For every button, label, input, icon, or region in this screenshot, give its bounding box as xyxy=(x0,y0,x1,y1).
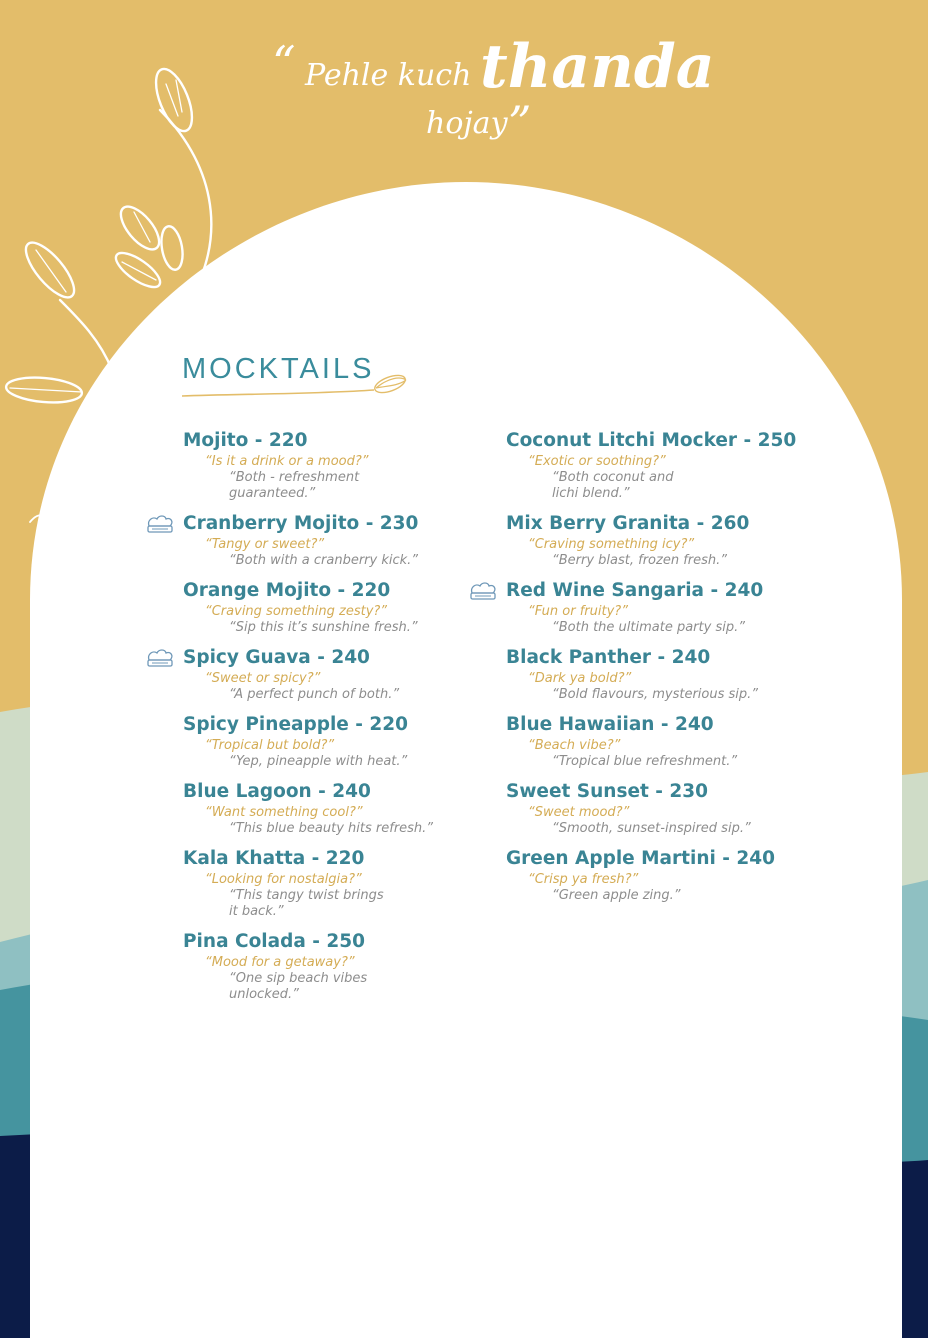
item-answer: “Tropical blue refreshment.” xyxy=(552,754,738,769)
item-answer: “Sip this it’s sunshine fresh.” xyxy=(229,620,418,635)
item-name: Spicy Pineapple - 220 xyxy=(183,714,409,735)
item-answer: “One sip beach vibes unlocked.” xyxy=(229,971,368,1002)
menu-column-right xyxy=(506,428,826,913)
item-answer: “Smooth, sunset-inspired sip.” xyxy=(552,821,751,836)
menu-item xyxy=(183,929,503,1012)
item-answer: “A perfect punch of both.” xyxy=(229,687,400,702)
item-question: “Beach vibe?” xyxy=(528,738,621,753)
item-question: “Exotic or soothing?” xyxy=(528,454,666,469)
menu-item xyxy=(183,511,503,578)
menu-item xyxy=(506,645,826,712)
item-question: “Sweet mood?” xyxy=(528,805,630,820)
item-name: Pina Colada - 250 xyxy=(183,931,366,952)
item-answer: “Bold flavours, mysterious sip.” xyxy=(552,687,759,702)
item-answer: “Green apple zing.” xyxy=(552,888,681,903)
item-answer: “Berry blast, frozen fresh.” xyxy=(552,553,727,568)
item-question: “Tropical but bold?” xyxy=(205,738,335,753)
item-name: Black Panther - 240 xyxy=(506,647,711,668)
menu-item xyxy=(183,712,503,779)
item-name: Kala Khatta - 220 xyxy=(183,848,365,869)
item-name: Orange Mojito - 220 xyxy=(183,580,391,601)
item-question: “Sweet or spicy?” xyxy=(205,671,321,686)
item-name: Mix Berry Granita - 260 xyxy=(506,513,750,534)
item-name: Blue Lagoon - 240 xyxy=(183,781,371,802)
tagline-pehle-kuch: Pehle kuch xyxy=(305,58,472,93)
item-question: “Crisp ya fresh?” xyxy=(528,872,639,887)
item-name: Green Apple Martini - 240 xyxy=(506,848,776,869)
item-question: “Is it a drink or a mood?” xyxy=(205,454,369,469)
chef-special-icon xyxy=(145,514,175,534)
menu-item xyxy=(183,428,503,511)
menu-item xyxy=(506,578,826,645)
tagline-close-quote: ” xyxy=(508,96,532,150)
item-answer: “Both with a cranberry kick.” xyxy=(229,553,419,568)
tagline-thanda: thanda xyxy=(480,32,715,102)
tagline-open-quote: “ xyxy=(272,36,296,90)
item-question: “Mood for a getaway?” xyxy=(205,955,355,970)
item-question: “Dark ya bold?” xyxy=(528,671,632,686)
item-answer: “Both - refreshment guaranteed.” xyxy=(229,470,360,501)
item-question: “Fun or fruity?” xyxy=(528,604,628,619)
item-question: “Tangy or sweet?” xyxy=(205,537,325,552)
menu-item xyxy=(506,779,826,846)
item-name: Sweet Sunset - 230 xyxy=(506,781,709,802)
item-answer: “Yep, pineapple with heat.” xyxy=(229,754,408,769)
item-answer: “Both coconut and lichi blend.” xyxy=(552,470,674,501)
menu-item xyxy=(183,645,503,712)
item-question: “Craving something icy?” xyxy=(528,537,695,552)
whisk-icon xyxy=(178,370,410,400)
item-answer: “This blue beauty hits refresh.” xyxy=(229,821,434,836)
menu-item xyxy=(506,511,826,578)
menu-item xyxy=(506,712,826,779)
tagline xyxy=(0,22,928,172)
item-question: “Looking for nostalgia?” xyxy=(205,872,362,887)
menu-item xyxy=(183,779,503,846)
menu-item xyxy=(183,578,503,645)
item-answer: “Both the ultimate party sip.” xyxy=(552,620,745,635)
item-name: Red Wine Sangaria - 240 xyxy=(506,580,764,601)
item-question: “Craving something zesty?” xyxy=(205,604,388,619)
menu-item xyxy=(506,428,826,511)
item-name: Spicy Guava - 240 xyxy=(183,647,370,668)
menu-column-left xyxy=(183,428,503,1012)
item-name: Blue Hawaiian - 240 xyxy=(506,714,714,735)
chef-special-icon xyxy=(145,648,175,668)
item-answer: “This tangy twist brings it back.” xyxy=(229,888,384,919)
item-name: Coconut Litchi Mocker - 250 xyxy=(506,430,797,451)
menu-item xyxy=(183,846,503,929)
item-name: Cranberry Mojito - 230 xyxy=(183,513,419,534)
item-name: Mojito - 220 xyxy=(183,430,308,451)
menu-item xyxy=(506,846,826,913)
item-question: “Want something cool?” xyxy=(205,805,363,820)
tagline-hojay: hojay xyxy=(426,106,508,141)
section-title: MOCKTAILS xyxy=(182,353,375,385)
chef-special-icon xyxy=(468,581,498,601)
